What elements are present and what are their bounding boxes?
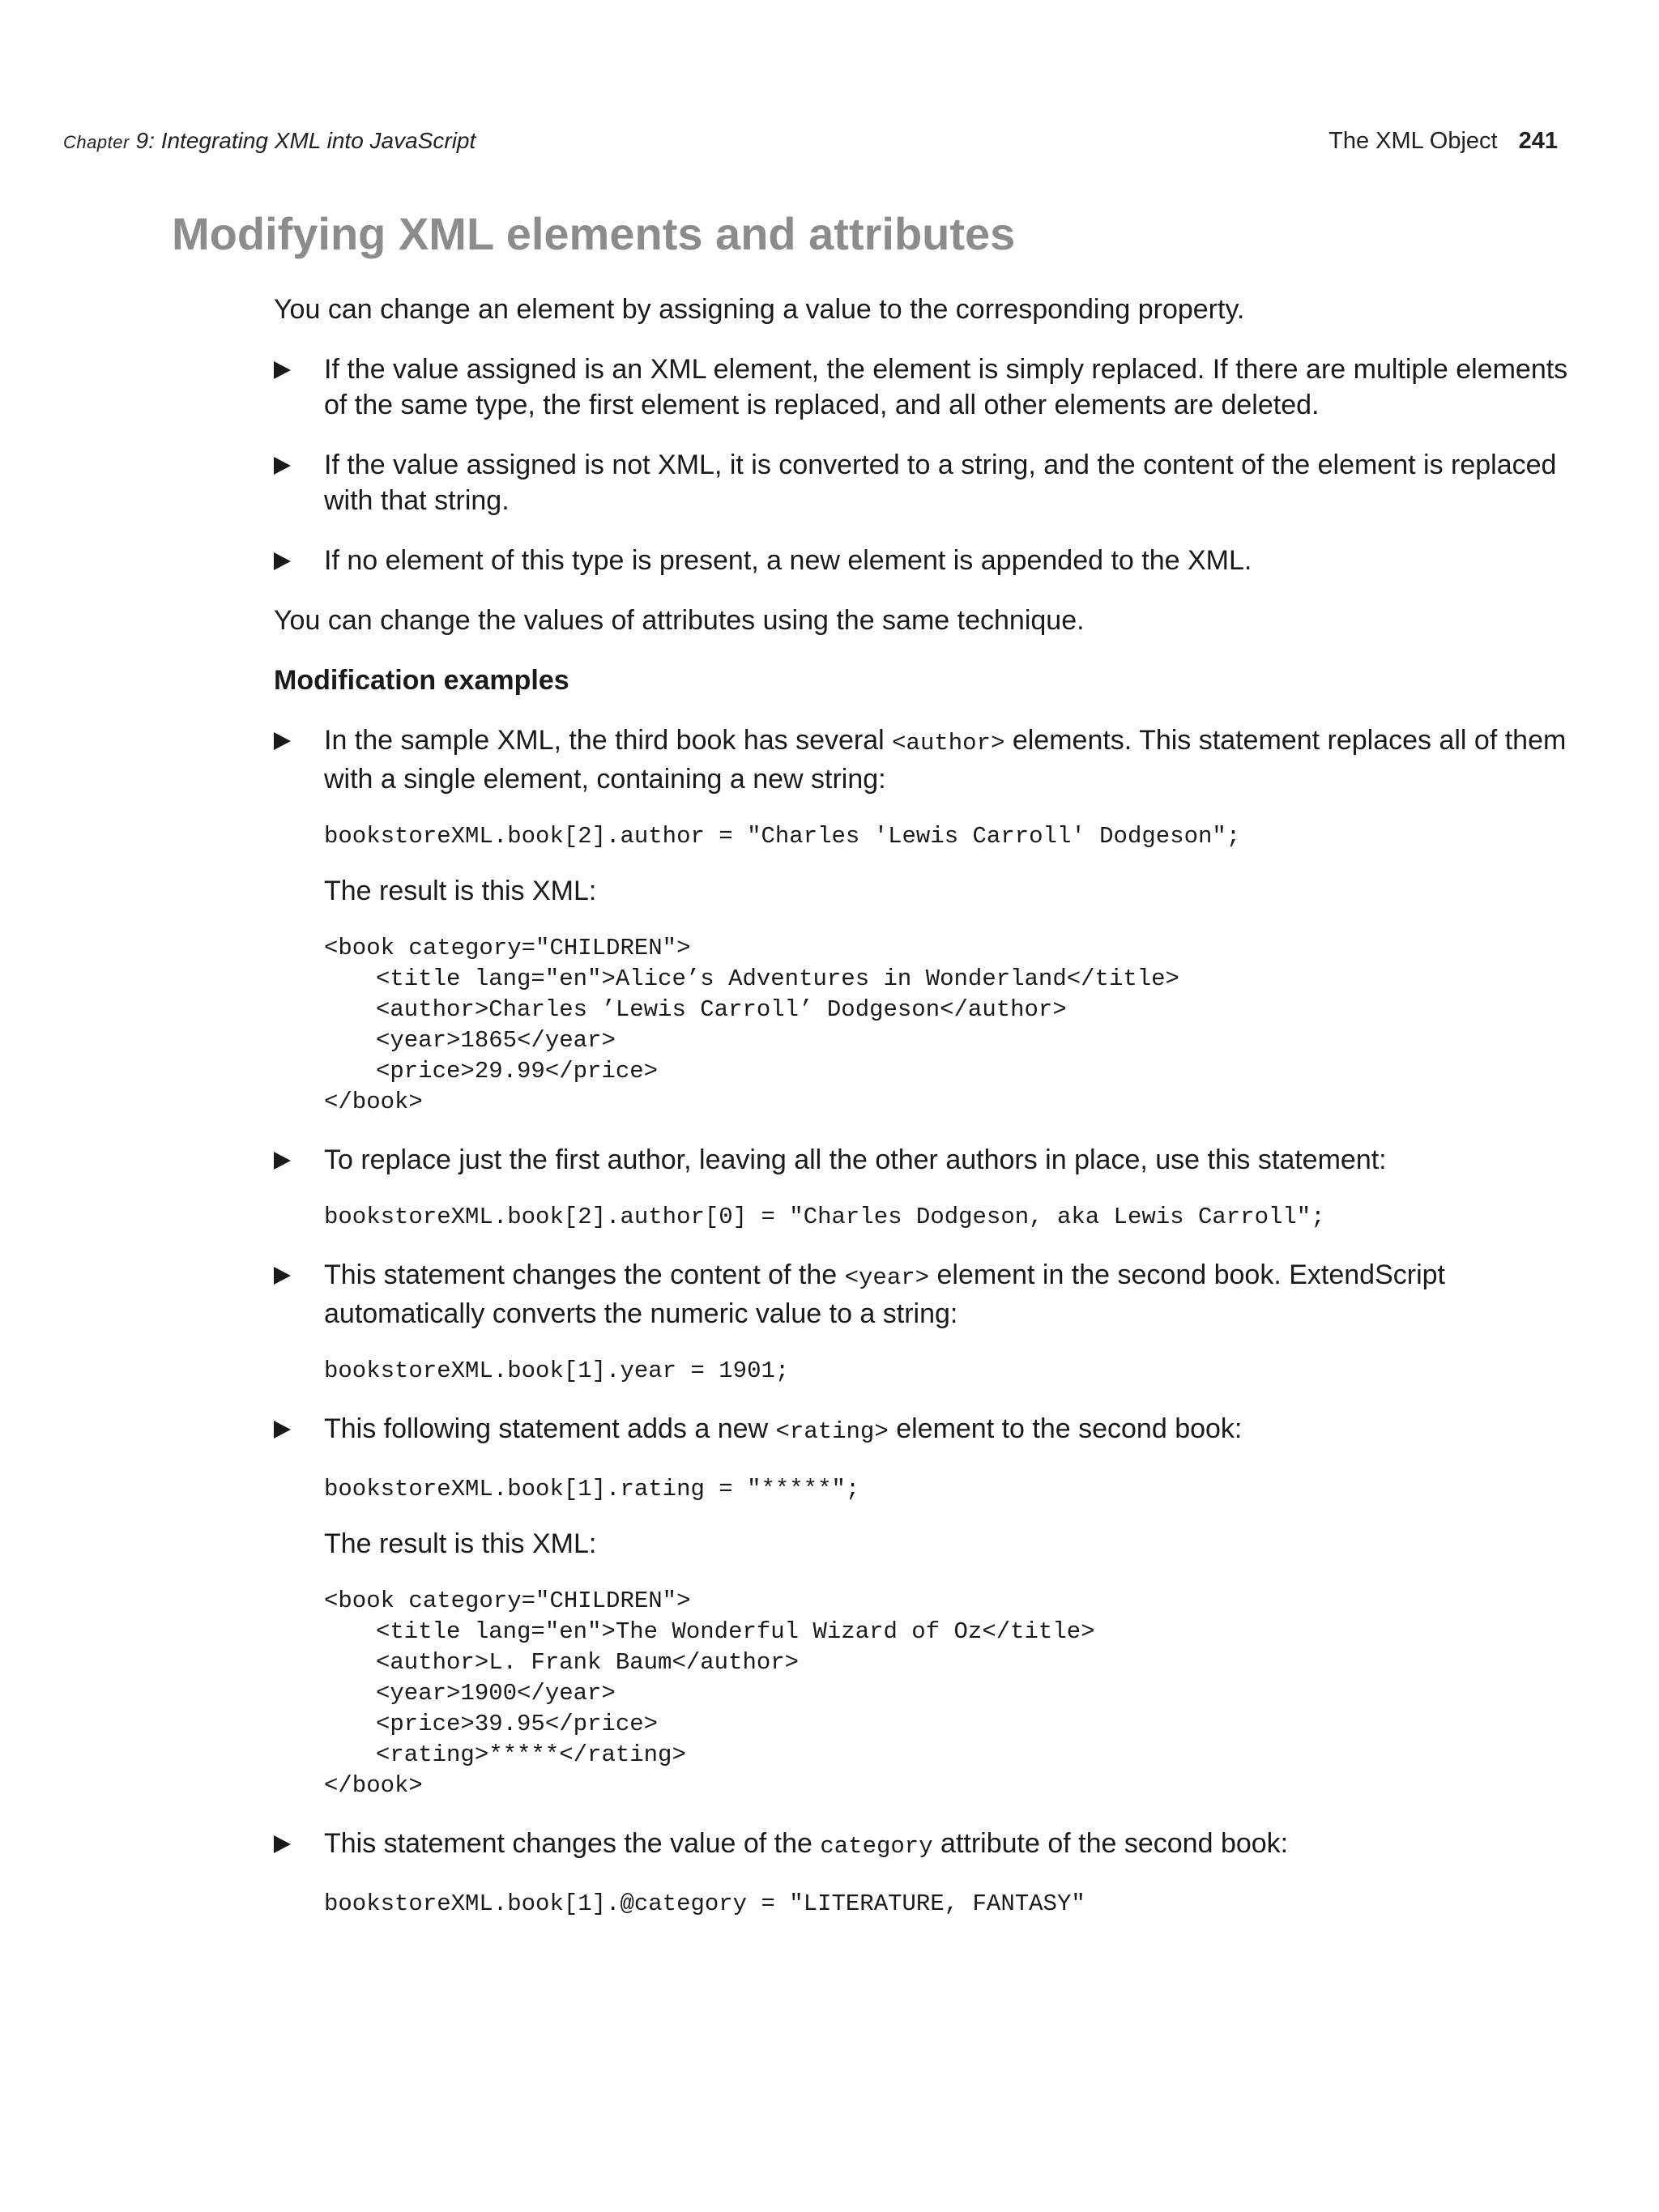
body-content bbox=[274, 292, 1570, 1944]
example-detail bbox=[324, 1202, 1570, 1233]
bullet-arrow-icon bbox=[274, 457, 291, 475]
rule-item bbox=[274, 543, 1570, 578]
code-line: </book> bbox=[324, 1772, 423, 1799]
chapter-title: 9: Integrating XML into JavaScript bbox=[129, 128, 476, 153]
code-line: <title lang="en">The Wonderful Wizard of Oz</title> bbox=[376, 1618, 1095, 1645]
example-item bbox=[274, 1257, 1570, 1387]
example-text bbox=[324, 722, 1570, 797]
bullet-arrow-icon bbox=[274, 1835, 291, 1853]
example-text-part: element in the second book. ExtendScript automatically converts the numeric value to a string: bbox=[324, 1259, 1445, 1329]
inline-code: <rating> bbox=[775, 1418, 889, 1445]
bullet-arrow-icon bbox=[274, 1421, 291, 1438]
inline-code: <author> bbox=[892, 730, 1005, 757]
example-text-part: In the sample XML, the third book has several bbox=[324, 725, 893, 756]
result-label: The result is this XML: bbox=[324, 876, 597, 906]
example-detail bbox=[324, 1356, 1570, 1387]
example-detail bbox=[324, 1474, 1570, 1801]
rule-text: If the value assigned is not XML, it is converted to a string, and the content of the element is replaced with that string. bbox=[324, 450, 1557, 516]
code-line: <book category="CHILDREN"> bbox=[324, 935, 691, 961]
code-line: <year>1900</year> bbox=[376, 1680, 616, 1707]
example-text-part: element to the second book: bbox=[888, 1413, 1243, 1444]
running-header bbox=[0, 128, 1659, 160]
code-line: <price>29.99</price> bbox=[376, 1058, 659, 1085]
rule-item bbox=[274, 352, 1570, 423]
example-item bbox=[274, 1142, 1570, 1233]
code-statement: bookstoreXML.book[1].year = 1901; bbox=[324, 1357, 790, 1384]
example-text-part: This statement changes the content of the bbox=[324, 1259, 845, 1290]
example-text bbox=[324, 1257, 1570, 1332]
code-statement: bookstoreXML.book[1].rating = "*****"; bbox=[324, 1476, 860, 1502]
inline-code: <year> bbox=[844, 1264, 930, 1291]
chapter-prefix: Chapter bbox=[63, 132, 130, 152]
chapter-heading bbox=[63, 128, 476, 154]
code-statement: bookstoreXML.book[2].author[0] = "Charles Dodgeson, aka Lewis Carroll"; bbox=[324, 1204, 1325, 1230]
intro-paragraph: You can change an element by assigning a value to the corresponding property. bbox=[274, 294, 1245, 325]
bullet-arrow-icon bbox=[274, 1267, 291, 1285]
code-statement: bookstoreXML.book[1].@category = "LITERATURE, FANTASY" bbox=[324, 1890, 1085, 1917]
example-item bbox=[274, 1411, 1570, 1801]
code-line: </book> bbox=[324, 1089, 423, 1115]
bullet-arrow-icon bbox=[274, 732, 291, 750]
rule-text: If the value assigned is an XML element, the element is simply replaced. If there are multiple elements of the same type, the first element is replaced, and all other elements are deleted. bbox=[324, 354, 1568, 420]
example-detail bbox=[324, 821, 1570, 1118]
attributes-note: You can change the values of attributes using the same technique. bbox=[274, 605, 1085, 636]
bullet-arrow-icon bbox=[274, 552, 291, 570]
code-line: <author>Charles ’Lewis Carroll’ Dodgeson</author> bbox=[376, 996, 1067, 1023]
rule-item bbox=[274, 447, 1570, 518]
code-line: <year>1865</year> bbox=[376, 1027, 616, 1054]
example-text bbox=[324, 1826, 1570, 1865]
rule-text: If no element of this type is present, a new element is appended to the XML. bbox=[324, 545, 1252, 576]
code-result-xml bbox=[324, 933, 1570, 1118]
example-item bbox=[274, 1826, 1570, 1920]
example-text-part: This following statement adds a new bbox=[324, 1413, 776, 1444]
example-text-part: This statement changes the value of the bbox=[324, 1828, 821, 1859]
code-line: <rating>*****</rating> bbox=[376, 1741, 686, 1768]
bullet-arrow-icon bbox=[274, 1152, 291, 1170]
code-line: <price>39.95</price> bbox=[376, 1711, 659, 1737]
section-heading bbox=[1328, 128, 1558, 155]
code-line: <title lang="en">Alice’s Adventures in Wonderland</title> bbox=[376, 965, 1179, 992]
inline-code: category bbox=[820, 1833, 933, 1860]
example-text bbox=[324, 1411, 1570, 1450]
example-item bbox=[274, 722, 1570, 1118]
bullet-arrow-icon bbox=[274, 361, 291, 379]
result-label: The result is this XML: bbox=[324, 1528, 597, 1559]
example-detail bbox=[324, 1889, 1570, 1920]
code-statement: bookstoreXML.book[2].author = "Charles 'Lewis Carroll' Dodgeson"; bbox=[324, 823, 1241, 850]
section-title: The XML Object bbox=[1328, 128, 1498, 154]
code-line: <author>L. Frank Baum</author> bbox=[376, 1649, 800, 1676]
example-text-part: elements. This statement replaces all of them with a single element, containing a new string: bbox=[324, 725, 1567, 795]
page-number: 241 bbox=[1518, 128, 1558, 154]
code-line: <book category="CHILDREN"> bbox=[324, 1588, 691, 1614]
code-result-xml bbox=[324, 1586, 1570, 1801]
example-text: To replace just the first author, leaving all the other authors in place, use this statement: bbox=[324, 1144, 1387, 1175]
example-text-part: attribute of the second book: bbox=[932, 1828, 1289, 1859]
page-title: Modifying XML elements and attributes bbox=[172, 208, 1016, 259]
examples-heading: Modification examples bbox=[274, 665, 569, 696]
